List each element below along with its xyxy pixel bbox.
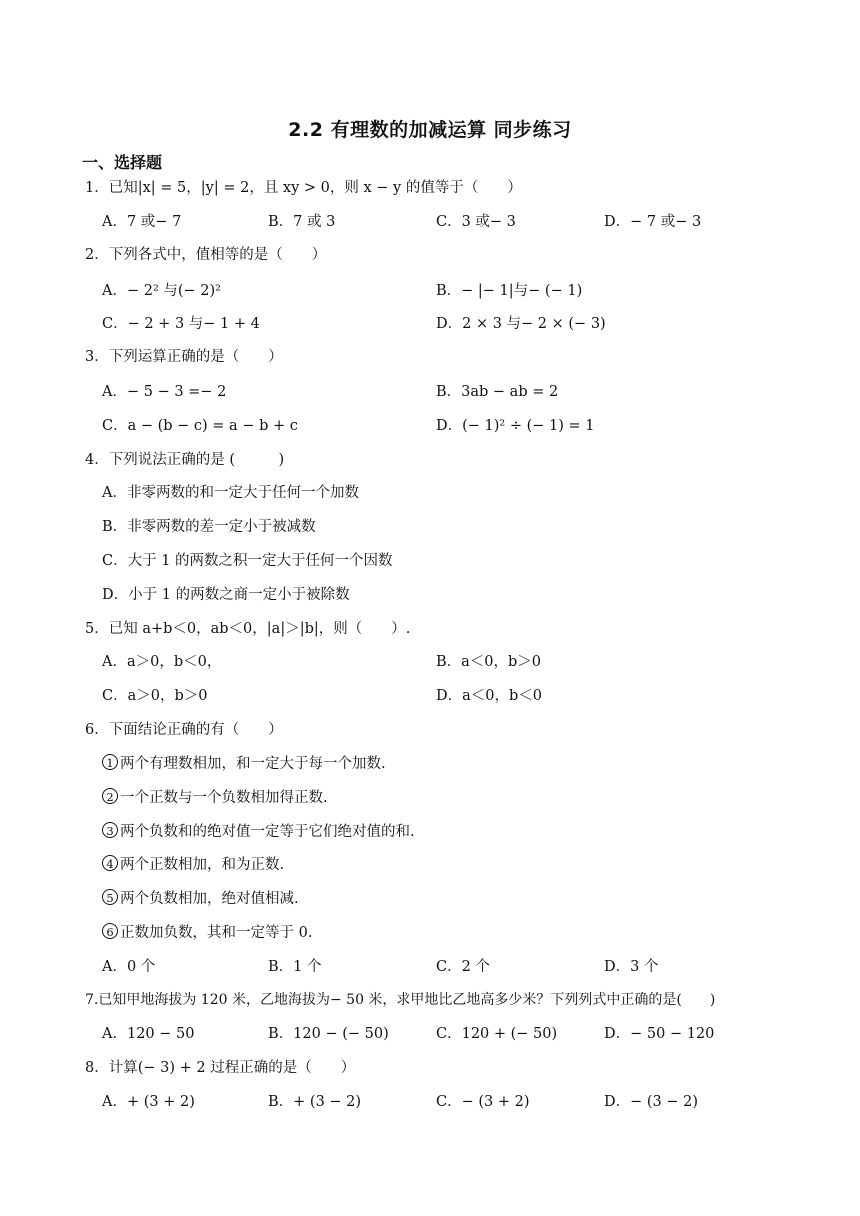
question-stem: 3．下列运算正确的是（ ） — [85, 349, 283, 365]
choice-c: C．a − (b − c) = a − b + c — [102, 418, 298, 434]
statement-text: 两个负数相加，绝对值相减. — [120, 891, 299, 907]
choice-a: A．− 2² 与(− 2)² — [102, 283, 221, 299]
choice-c: C．3 或− 3 — [436, 214, 516, 230]
choice-b: B．+ (3 − 2) — [268, 1094, 362, 1110]
statement-3 — [102, 822, 415, 842]
statement-text: 一个正数与一个负数相加得正数. — [120, 790, 328, 806]
choice-d: D．− 50 − 120 — [604, 1026, 715, 1042]
circled-number: 3 — [102, 822, 118, 838]
statement-text: 两个正数相加，和为正数. — [120, 857, 285, 873]
choice-c: C．− (3 + 2) — [436, 1094, 530, 1110]
circled-number: 4 — [102, 855, 118, 871]
question-stem: 8．计算(− 3) + 2 过程正确的是（ ） — [85, 1060, 356, 1076]
choice-c: C．120 + (− 50) — [436, 1026, 558, 1042]
choice-d: D．小于 1 的两数之商一定小于被除数 — [102, 587, 350, 603]
statement-2 — [102, 788, 328, 808]
choice-a: A．− 5 − 3 =− 2 — [102, 384, 227, 400]
choice-c: C．大于 1 的两数之积一定大于任何一个因数 — [102, 553, 393, 569]
choice-c: C．a＞0，b＞0 — [102, 688, 208, 704]
choice-c: C．− 2 + 3 与− 1 + 4 — [102, 316, 260, 332]
circled-number: 2 — [102, 788, 118, 804]
statement-5 — [102, 889, 299, 909]
question-stem: 6．下面结论正确的有（ ） — [85, 722, 283, 738]
choice-b: B．非零两数的差一定小于被减数 — [102, 519, 316, 535]
circled-number: 5 — [102, 889, 118, 905]
question-stem: 4．下列说法正确的是 ( ) — [85, 452, 285, 468]
choice-b: B．7 或 3 — [268, 214, 336, 230]
page-title: 2.2 有理数的加减运算 同步练习 — [288, 119, 572, 141]
choice-d: D．a＜0，b＜0 — [436, 688, 543, 704]
choice-a: A．非零两数的和一定大于任何一个加数 — [102, 485, 359, 501]
choice-d: D．2 × 3 与− 2 × (− 3) — [436, 316, 606, 332]
statement-4 — [102, 855, 284, 875]
choice-a: A．120 − 50 — [102, 1026, 195, 1042]
statement-text: 正数加负数，其和一定等于 0. — [120, 925, 313, 941]
choice-b: B．− |− 1|与− (− 1) — [436, 283, 583, 299]
choice-c: C．2 个 — [436, 959, 490, 975]
choice-d: D．(− 1)² ÷ (− 1) = 1 — [436, 418, 595, 434]
statement-text: 两个负数和的绝对值一定等于它们绝对值的和. — [120, 824, 415, 840]
statement-text: 两个有理数相加，和一定大于每一个加数. — [120, 756, 386, 772]
choice-b: B．3ab − ab = 2 — [436, 384, 559, 400]
statement-1 — [102, 754, 386, 774]
choice-b: B．a＜0，b＞0 — [436, 654, 542, 670]
choice-b: B．120 − (− 50) — [268, 1026, 389, 1042]
choice-d: D．− (3 − 2) — [604, 1094, 699, 1110]
question-stem: 7.已知甲地海拔为 120 米，乙地海拔为− 50 米，求甲地比乙地高多少米？下列列式中正确的是( ) — [85, 992, 716, 1008]
choice-a: A．+ (3 + 2) — [102, 1094, 195, 1110]
choice-a: A．a＞0，b＜0， — [102, 654, 222, 670]
choice-d: D．3 个 — [604, 959, 659, 975]
choice-a: A．7 或− 7 — [102, 214, 182, 230]
choice-d: D．− 7 或− 3 — [604, 214, 702, 230]
statement-6 — [102, 923, 312, 943]
choice-a: A．0 个 — [102, 959, 156, 975]
choice-b: B．1 个 — [268, 959, 322, 975]
question-stem: 5．已知 a+b＜0，ab＜0，|a|＞|b|，则（ ）. — [85, 621, 411, 637]
question-stem: 2．下列各式中，值相等的是（ ） — [85, 247, 327, 263]
question-stem: 1．已知|x| = 5，|y| = 2，且 xy > 0，则 x − y 的值等于（ ） — [85, 180, 522, 196]
circled-number: 1 — [102, 754, 118, 770]
section-heading: 一、选择题 — [82, 153, 163, 172]
circled-number: 6 — [102, 923, 118, 939]
